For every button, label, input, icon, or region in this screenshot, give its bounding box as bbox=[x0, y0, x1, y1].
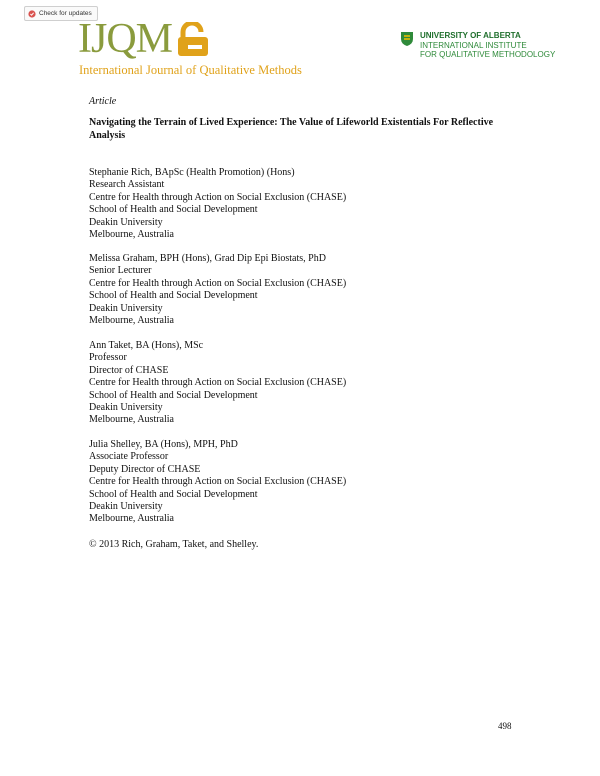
author-university: Deakin University bbox=[89, 302, 163, 314]
author-position: Professor bbox=[89, 352, 127, 364]
university-name: UNIVERSITY OF ALBERTA bbox=[420, 31, 521, 40]
author-centre: Centre for Health through Action on Social Exclusion (CHASE) bbox=[89, 476, 347, 488]
author-position: Associate Professor bbox=[89, 451, 169, 463]
check-for-updates-label: Check for updates bbox=[39, 10, 92, 17]
journal-name: International Journal of Qualitative Methods bbox=[79, 63, 302, 77]
university-crest-icon bbox=[400, 31, 414, 47]
author-block-taket bbox=[89, 340, 346, 427]
author-role: Deputy Director of CHASE bbox=[89, 463, 201, 475]
page-number: 498 bbox=[498, 721, 512, 731]
author-university: Deakin University bbox=[89, 501, 163, 513]
institute-line-1: INTERNATIONAL INSTITUTE bbox=[420, 40, 527, 50]
author-block-graham bbox=[89, 253, 346, 327]
author-centre: Centre for Health through Action on Social Exclusion (CHASE) bbox=[89, 277, 347, 289]
author-school: School of Health and Social Development bbox=[89, 290, 258, 302]
author-location: Melbourne, Australia bbox=[89, 315, 174, 327]
article-title: Navigating the Terrain of Lived Experience: The Value of Lifeworld Existentials For Reflective Analysis bbox=[89, 117, 494, 141]
author-centre: Centre for Health through Action on Social Exclusion (CHASE) bbox=[89, 377, 347, 389]
author-school: School of Health and Social Development bbox=[89, 389, 258, 401]
author-role: Director of CHASE bbox=[89, 364, 169, 376]
author-location: Melbourne, Australia bbox=[89, 414, 174, 426]
author-university: Deakin University bbox=[89, 216, 163, 228]
author-school: School of Health and Social Development bbox=[89, 204, 258, 216]
author-university: Deakin University bbox=[89, 402, 163, 414]
lock-icon bbox=[176, 22, 210, 58]
ijqm-logo-letters: IJQM bbox=[78, 16, 173, 62]
author-name: Ann Taket, BA (Hons), MSc bbox=[89, 340, 204, 351]
copyright-notice: © 2013 Rich, Graham, Taket, and Shelley. bbox=[89, 539, 259, 550]
author-school: School of Health and Social Development bbox=[89, 488, 258, 500]
ijqm-logo bbox=[78, 18, 172, 60]
author-position: Research Assistant bbox=[89, 179, 165, 191]
article-type-label: Article bbox=[89, 96, 117, 107]
author-name: Melissa Graham, BPH (Hons), Grad Dip Epi Biostats, PhD bbox=[89, 253, 326, 264]
author-centre: Centre for Health through Action on Social Exclusion (CHASE) bbox=[89, 191, 347, 203]
check-for-updates-icon bbox=[28, 10, 36, 18]
author-location: Melbourne, Australia bbox=[89, 229, 174, 241]
university-logo bbox=[400, 31, 555, 60]
author-block-rich bbox=[89, 167, 346, 241]
author-position: Senior Lecturer bbox=[89, 265, 152, 277]
author-block-shelley bbox=[89, 439, 346, 526]
author-name: Stephanie Rich, BApSc (Health Promotion) (Hons) bbox=[89, 167, 295, 178]
author-name: Julia Shelley, BA (Hons), MPH, PhD bbox=[89, 439, 238, 450]
institute-line-2: FOR QUALITATIVE METHODOLOGY bbox=[420, 50, 556, 59]
author-location: Melbourne, Australia bbox=[89, 513, 174, 525]
